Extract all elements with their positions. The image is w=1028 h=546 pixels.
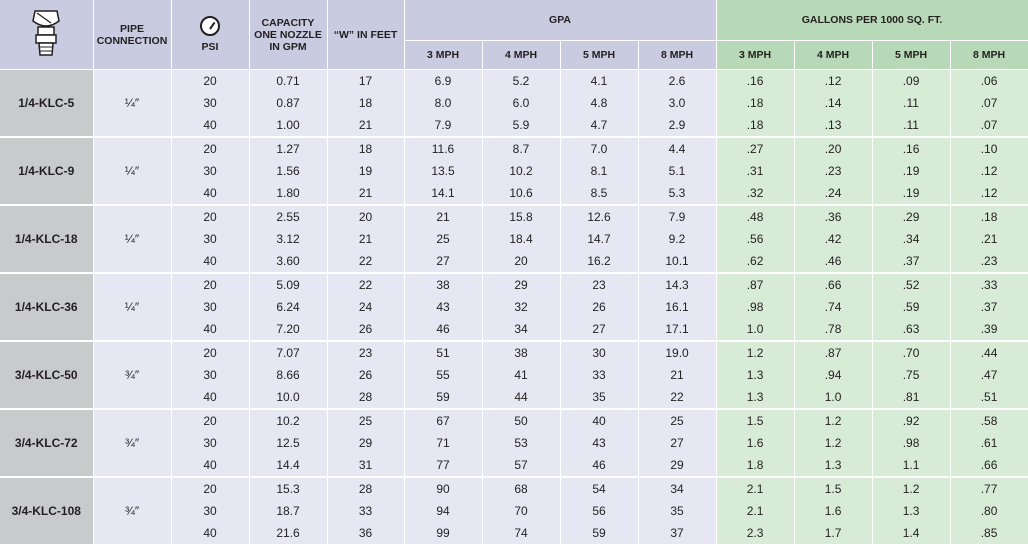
value-cell: 1.1 [872,454,950,477]
value-cell: .78 [794,318,872,341]
capacity-header: CAPACITY ONE NOZZLE IN GPM [249,0,327,70]
value-cell: 20 [171,341,249,364]
value-cell: .63 [872,318,950,341]
value-cell: 6.9 [404,70,482,93]
value-cell: 21 [638,364,716,386]
value-cell: 70 [482,500,560,522]
value-cell: .32 [716,182,794,205]
value-cell: .37 [950,296,1028,318]
value-cell: 54 [560,477,638,500]
value-cell: .16 [872,137,950,160]
gpa-speed-header: 8 MPH [638,41,716,70]
value-cell: 30 [171,160,249,182]
value-cell: 13.5 [404,160,482,182]
value-cell: 71 [404,432,482,454]
value-cell: 99 [404,522,482,545]
value-cell: .20 [794,137,872,160]
value-cell: 6.0 [482,92,560,114]
value-cell: 12.6 [560,205,638,228]
value-cell: .62 [716,250,794,273]
value-cell: 7.9 [638,205,716,228]
value-cell: 25 [404,228,482,250]
gallons-speed-header: 5 MPH [872,41,950,70]
value-cell: 1.0 [794,386,872,409]
value-cell: 10.2 [482,160,560,182]
value-cell: 23 [560,273,638,296]
value-cell: .06 [950,70,1028,93]
gallons-speed-header: 3 MPH [716,41,794,70]
value-cell: 32 [482,296,560,318]
value-cell: 67 [404,409,482,432]
value-cell: 2.3 [716,522,794,545]
value-cell: .66 [950,454,1028,477]
value-cell: 8.0 [404,92,482,114]
value-cell: 20 [482,250,560,273]
value-cell: 10.6 [482,182,560,205]
nozzle-icon [29,7,63,59]
value-cell: 10.0 [249,386,327,409]
value-cell: .24 [794,182,872,205]
value-cell: .61 [950,432,1028,454]
pipe-connection-cell: ¼″ [93,273,171,341]
value-cell: 22 [327,273,404,296]
value-cell: .87 [716,273,794,296]
value-cell: 1.3 [794,454,872,477]
value-cell: .11 [872,114,950,137]
value-cell: 16.1 [638,296,716,318]
value-cell: .81 [872,386,950,409]
value-cell: .27 [716,137,794,160]
value-cell: 53 [482,432,560,454]
value-cell: 74 [482,522,560,545]
value-cell: 31 [327,454,404,477]
value-cell: 55 [404,364,482,386]
value-cell: 7.07 [249,341,327,364]
value-cell: .58 [950,409,1028,432]
value-cell: .12 [950,182,1028,205]
value-cell: .77 [950,477,1028,500]
gpa-speed-header: 5 MPH [560,41,638,70]
value-cell: 30 [560,341,638,364]
value-cell: 1.0 [716,318,794,341]
value-cell: .52 [872,273,950,296]
gauge-icon [200,16,220,36]
value-cell: .98 [716,296,794,318]
model-cell: 1/4-KLC-36 [0,273,93,341]
value-cell: 2.1 [716,477,794,500]
value-cell: 1.2 [872,477,950,500]
value-cell: 46 [404,318,482,341]
value-cell: 50 [482,409,560,432]
value-cell: 2.55 [249,205,327,228]
value-cell: 24 [327,296,404,318]
value-cell: .33 [950,273,1028,296]
value-cell: 28 [327,477,404,500]
value-cell: 38 [404,273,482,296]
value-cell: 6.24 [249,296,327,318]
value-cell: 18 [327,137,404,160]
value-cell: 14.7 [560,228,638,250]
pipe-connection-header: PIPE CONNECTION [93,0,171,70]
value-cell: 15.8 [482,205,560,228]
pipe-connection-cell: ¼″ [93,205,171,273]
value-cell: .37 [872,250,950,273]
value-cell: .51 [950,386,1028,409]
value-cell: 1.6 [794,500,872,522]
value-cell: .46 [794,250,872,273]
value-cell: 26 [327,364,404,386]
value-cell: 8.1 [560,160,638,182]
value-cell: .29 [872,205,950,228]
value-cell: 20 [327,205,404,228]
value-cell: 4.8 [560,92,638,114]
value-cell: 3.60 [249,250,327,273]
pipe-connection-cell: ¾″ [93,409,171,477]
value-cell: 19 [327,160,404,182]
value-cell: 30 [171,228,249,250]
value-cell: 28 [327,386,404,409]
model-cell: 1/4-KLC-5 [0,70,93,138]
value-cell: .12 [950,160,1028,182]
value-cell: 56 [560,500,638,522]
value-cell: .75 [872,364,950,386]
value-cell: 18 [327,92,404,114]
value-cell: 46 [560,454,638,477]
value-cell: 21 [327,228,404,250]
value-cell: 10.1 [638,250,716,273]
value-cell: .09 [872,70,950,93]
value-cell: 7.9 [404,114,482,137]
value-cell: .23 [794,160,872,182]
gpa-speed-header: 3 MPH [404,41,482,70]
value-cell: .07 [950,114,1028,137]
gpa-header: GPA [404,0,716,41]
value-cell: 34 [482,318,560,341]
value-cell: 5.9 [482,114,560,137]
value-cell: 5.3 [638,182,716,205]
value-cell: 0.71 [249,70,327,93]
value-cell: .39 [950,318,1028,341]
value-cell: 1.2 [716,341,794,364]
value-cell: 1.2 [794,409,872,432]
table-row [0,70,1028,93]
value-cell: 18.4 [482,228,560,250]
value-cell: 15.3 [249,477,327,500]
value-cell: 40 [171,386,249,409]
value-cell: 30 [171,296,249,318]
value-cell: 23 [327,341,404,364]
gallons-header: GALLONS PER 1000 SQ. FT. [716,0,1028,41]
value-cell: 40 [171,182,249,205]
gallons-speed-header: 4 MPH [794,41,872,70]
value-cell: 0.87 [249,92,327,114]
value-cell: 3.12 [249,228,327,250]
value-cell: 8.5 [560,182,638,205]
value-cell: 43 [560,432,638,454]
value-cell: 1.27 [249,137,327,160]
value-cell: .18 [716,114,794,137]
value-cell: .87 [794,341,872,364]
value-cell: .48 [716,205,794,228]
value-cell: .36 [794,205,872,228]
value-cell: .92 [872,409,950,432]
value-cell: .42 [794,228,872,250]
value-cell: 1.3 [872,500,950,522]
value-cell: .23 [950,250,1028,273]
value-cell: 9.2 [638,228,716,250]
value-cell: .18 [950,205,1028,228]
value-cell: 68 [482,477,560,500]
value-cell: 38 [482,341,560,364]
pipe-connection-cell: ¾″ [93,477,171,545]
value-cell: 43 [404,296,482,318]
value-cell: .21 [950,228,1028,250]
value-cell: 33 [560,364,638,386]
value-cell: 40 [171,522,249,545]
value-cell: .85 [950,522,1028,545]
value-cell: 16.2 [560,250,638,273]
value-cell: .16 [716,70,794,93]
value-cell: 21 [327,114,404,137]
value-cell: 2.1 [716,500,794,522]
value-cell: 30 [171,432,249,454]
value-cell: 8.7 [482,137,560,160]
value-cell: 29 [482,273,560,296]
value-cell: 22 [638,386,716,409]
value-cell: 3.0 [638,92,716,114]
value-cell: 44 [482,386,560,409]
model-cell: 1/4-KLC-18 [0,205,93,273]
value-cell: .80 [950,500,1028,522]
value-cell: 5.09 [249,273,327,296]
value-cell: 21.6 [249,522,327,545]
table-row [0,477,1028,500]
value-cell: 29 [327,432,404,454]
value-cell: 14.3 [638,273,716,296]
value-cell: 40 [560,409,638,432]
value-cell: .47 [950,364,1028,386]
value-cell: 30 [171,92,249,114]
value-cell: .19 [872,160,950,182]
value-cell: 29 [638,454,716,477]
value-cell: 40 [171,454,249,477]
value-cell: 21 [404,205,482,228]
model-cell: 3/4-KLC-50 [0,341,93,409]
value-cell: .31 [716,160,794,182]
value-cell: 1.2 [794,432,872,454]
table-row [0,205,1028,228]
value-cell: 25 [638,409,716,432]
value-cell: 59 [560,522,638,545]
table-body [0,70,1028,546]
value-cell: 20 [171,70,249,93]
value-cell: 27 [638,432,716,454]
value-cell: 1.3 [716,364,794,386]
value-cell: 10.2 [249,409,327,432]
value-cell: 30 [171,500,249,522]
value-cell: 20 [171,477,249,500]
value-cell: 26 [327,318,404,341]
value-cell: .66 [794,273,872,296]
value-cell: 1.7 [794,522,872,545]
value-cell: 20 [171,273,249,296]
table-row [0,273,1028,296]
value-cell: 1.5 [716,409,794,432]
value-cell: 21 [327,182,404,205]
pipe-connection-cell: ¾″ [93,341,171,409]
psi-header [171,0,249,70]
nozzle-icon-header [0,0,93,70]
value-cell: 27 [404,250,482,273]
value-cell: .98 [872,432,950,454]
value-cell: 34 [638,477,716,500]
value-cell: 35 [560,386,638,409]
value-cell: .70 [872,341,950,364]
value-cell: 22 [327,250,404,273]
value-cell: .13 [794,114,872,137]
value-cell: .18 [716,92,794,114]
value-cell: 94 [404,500,482,522]
value-cell: 37 [638,522,716,545]
value-cell: .56 [716,228,794,250]
value-cell: 33 [327,500,404,522]
value-cell: 12.5 [249,432,327,454]
value-cell: .34 [872,228,950,250]
value-cell: 7.0 [560,137,638,160]
value-cell: 4.4 [638,137,716,160]
value-cell: 20 [171,205,249,228]
value-cell: 18.7 [249,500,327,522]
value-cell: 36 [327,522,404,545]
value-cell: 5.1 [638,160,716,182]
value-cell: 14.1 [404,182,482,205]
value-cell: 30 [171,364,249,386]
value-cell: 8.66 [249,364,327,386]
value-cell: .10 [950,137,1028,160]
value-cell: 26 [560,296,638,318]
value-cell: 14.4 [249,454,327,477]
value-cell: 17 [327,70,404,93]
value-cell: 35 [638,500,716,522]
value-cell: 1.6 [716,432,794,454]
value-cell: 19.0 [638,341,716,364]
model-cell: 3/4-KLC-108 [0,477,93,545]
gallons-speed-header: 8 MPH [950,41,1028,70]
value-cell: .74 [794,296,872,318]
value-cell: 20 [171,137,249,160]
value-cell: 4.1 [560,70,638,93]
model-cell: 3/4-KLC-72 [0,409,93,477]
value-cell: 1.5 [794,477,872,500]
value-cell: 1.80 [249,182,327,205]
value-cell: 77 [404,454,482,477]
value-cell: .94 [794,364,872,386]
value-cell: 90 [404,477,482,500]
value-cell: 5.2 [482,70,560,93]
table-row [0,409,1028,432]
value-cell: .44 [950,341,1028,364]
value-cell: 17.1 [638,318,716,341]
value-cell: 11.6 [404,137,482,160]
value-cell: 1.56 [249,160,327,182]
value-cell: 51 [404,341,482,364]
table-row [0,341,1028,364]
value-cell: 2.9 [638,114,716,137]
value-cell: 40 [171,250,249,273]
pipe-connection-cell: ¼″ [93,137,171,205]
value-cell: 40 [171,114,249,137]
value-cell: 57 [482,454,560,477]
value-cell: 25 [327,409,404,432]
value-cell: 2.6 [638,70,716,93]
value-cell: 4.7 [560,114,638,137]
value-cell: 59 [404,386,482,409]
value-cell: 1.8 [716,454,794,477]
gpa-speed-header: 4 MPH [482,41,560,70]
w-header: “W” IN FEET [327,0,404,70]
value-cell: 27 [560,318,638,341]
model-cell: 1/4-KLC-9 [0,137,93,205]
value-cell: 1.4 [872,522,950,545]
value-cell: 41 [482,364,560,386]
pipe-connection-cell: ¼″ [93,70,171,138]
value-cell: .19 [872,182,950,205]
table-row [0,137,1028,160]
value-cell: 20 [171,409,249,432]
value-cell: 1.00 [249,114,327,137]
value-cell: 40 [171,318,249,341]
value-cell: .12 [794,70,872,93]
psi-header-label: PSI [201,41,219,53]
value-cell: 7.20 [249,318,327,341]
value-cell: .59 [872,296,950,318]
value-cell: .14 [794,92,872,114]
value-cell: .07 [950,92,1028,114]
value-cell: 1.3 [716,386,794,409]
value-cell: .11 [872,92,950,114]
